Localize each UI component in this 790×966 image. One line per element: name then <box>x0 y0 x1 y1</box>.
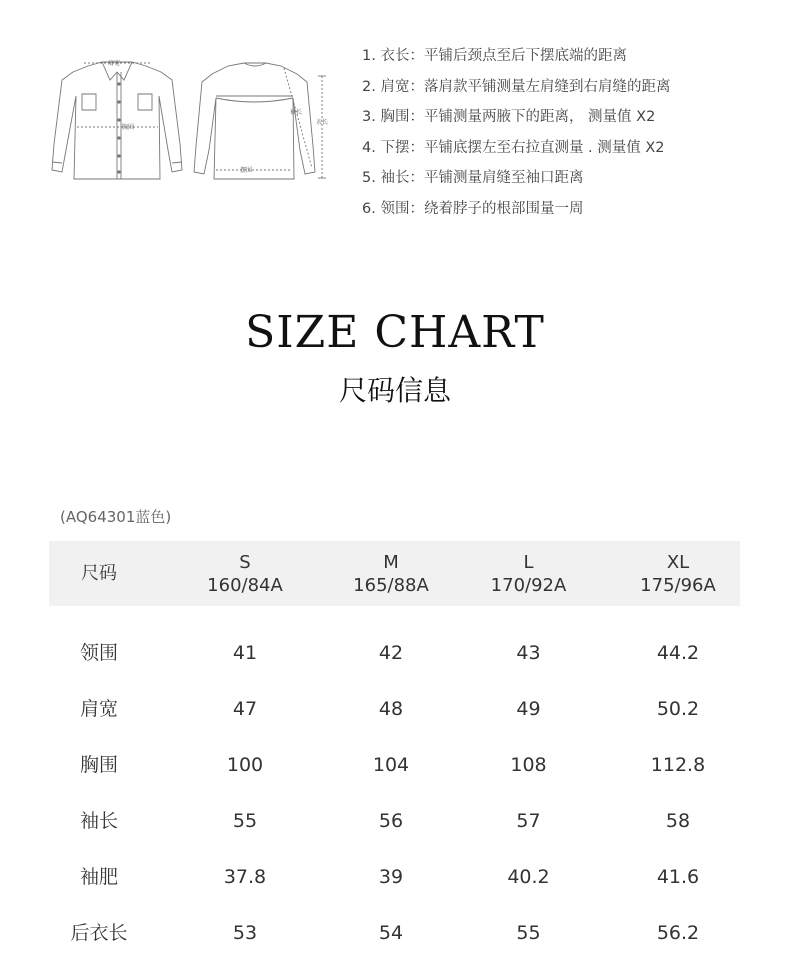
note-item: 4. 下摆：平铺底摆左至右拉直测量 . 测量值 X2 <box>362 139 665 156</box>
shirt-measurement-diagram <box>44 54 334 189</box>
cell-value: 41.6 <box>656 865 700 888</box>
size-name: L <box>523 551 534 573</box>
size-spec: 175/96A <box>640 574 716 596</box>
size-name: S <box>239 551 251 573</box>
note-item: 5. 袖长：平铺测量肩缝至袖口距离 <box>362 170 584 186</box>
header-size-xl <box>616 551 740 597</box>
table-row <box>49 793 740 849</box>
size-table <box>49 541 740 961</box>
label-shoulder: 肩宽 <box>108 60 121 67</box>
note-item: 1. 衣长：平铺后颈点至后下摆底端的距离 <box>362 48 627 64</box>
header-size-s <box>149 551 341 597</box>
table-row <box>49 625 740 681</box>
cell-value: 104 <box>372 753 410 776</box>
cell-value: 49 <box>516 697 541 720</box>
header-size-l <box>441 551 616 597</box>
cell-value: 54 <box>378 921 404 944</box>
size-spec: 160/84A <box>207 574 283 596</box>
back-shirt-outline <box>194 63 315 179</box>
size-name: XL <box>666 551 690 573</box>
cell-value: 50.2 <box>656 697 700 720</box>
row-label: 肩宽 <box>79 697 118 720</box>
size-spec: 165/88A <box>353 574 429 596</box>
cell-value: 48 <box>378 697 404 720</box>
label-hem: 摆围 <box>240 167 253 174</box>
size-spec: 170/92A <box>490 574 567 596</box>
table-row <box>49 681 740 737</box>
cell-value: 56 <box>378 809 404 832</box>
cell-value: 41 <box>232 641 258 664</box>
header-size-m <box>341 551 441 597</box>
cell-value: 43 <box>516 641 541 664</box>
cell-value: 55 <box>516 921 541 944</box>
size-name: M <box>383 551 399 573</box>
cell-value: 42 <box>378 641 404 664</box>
cell-value: 100 <box>226 753 264 776</box>
note-item: 3. 胸围：平铺测量两腋下的距离， 测量值 X2 <box>362 109 656 125</box>
row-label: 后衣长 <box>70 921 128 944</box>
note-item: 2. 肩宽：落肩款平铺测量左肩缝到右肩缝的距离 <box>362 78 671 95</box>
cell-value: 39 <box>378 865 404 888</box>
table-header-row <box>49 541 740 606</box>
table-row <box>49 849 740 905</box>
cell-value: 108 <box>510 753 547 776</box>
table-row <box>49 737 740 793</box>
cell-value: 47 <box>232 697 258 720</box>
label-length-1: 衣长 <box>316 119 329 126</box>
row-label: 袖长 <box>79 809 118 832</box>
row-label: 袖肥 <box>79 865 118 888</box>
measurement-notes <box>362 41 670 224</box>
note-item: 6. 领围：绕着脖子的根部围量一周 <box>362 200 584 217</box>
cell-value: 58 <box>665 809 691 832</box>
size-chart-title: SIZE CHART <box>245 307 545 358</box>
table-body <box>49 625 740 961</box>
label-chest: 胸围 <box>122 124 135 131</box>
cell-value: 56.2 <box>656 921 700 944</box>
cell-value: 44.2 <box>656 641 700 664</box>
cell-value: 53 <box>232 921 258 944</box>
cell-value: 37.8 <box>223 865 267 888</box>
row-label: 领围 <box>79 641 118 664</box>
cell-value: 57 <box>516 809 541 832</box>
cell-value: 40.2 <box>507 865 550 888</box>
product-code: (AQ64301蓝色) <box>60 508 172 526</box>
table-row <box>49 905 740 961</box>
row-label: 胸围 <box>79 753 118 776</box>
label-sleeve: 袖长 <box>290 109 303 116</box>
cell-value: 55 <box>232 809 258 832</box>
cell-value: 112.8 <box>650 753 706 776</box>
header-label: 尺码 <box>81 563 117 584</box>
size-chart-subtitle: 尺码信息 <box>338 374 451 407</box>
